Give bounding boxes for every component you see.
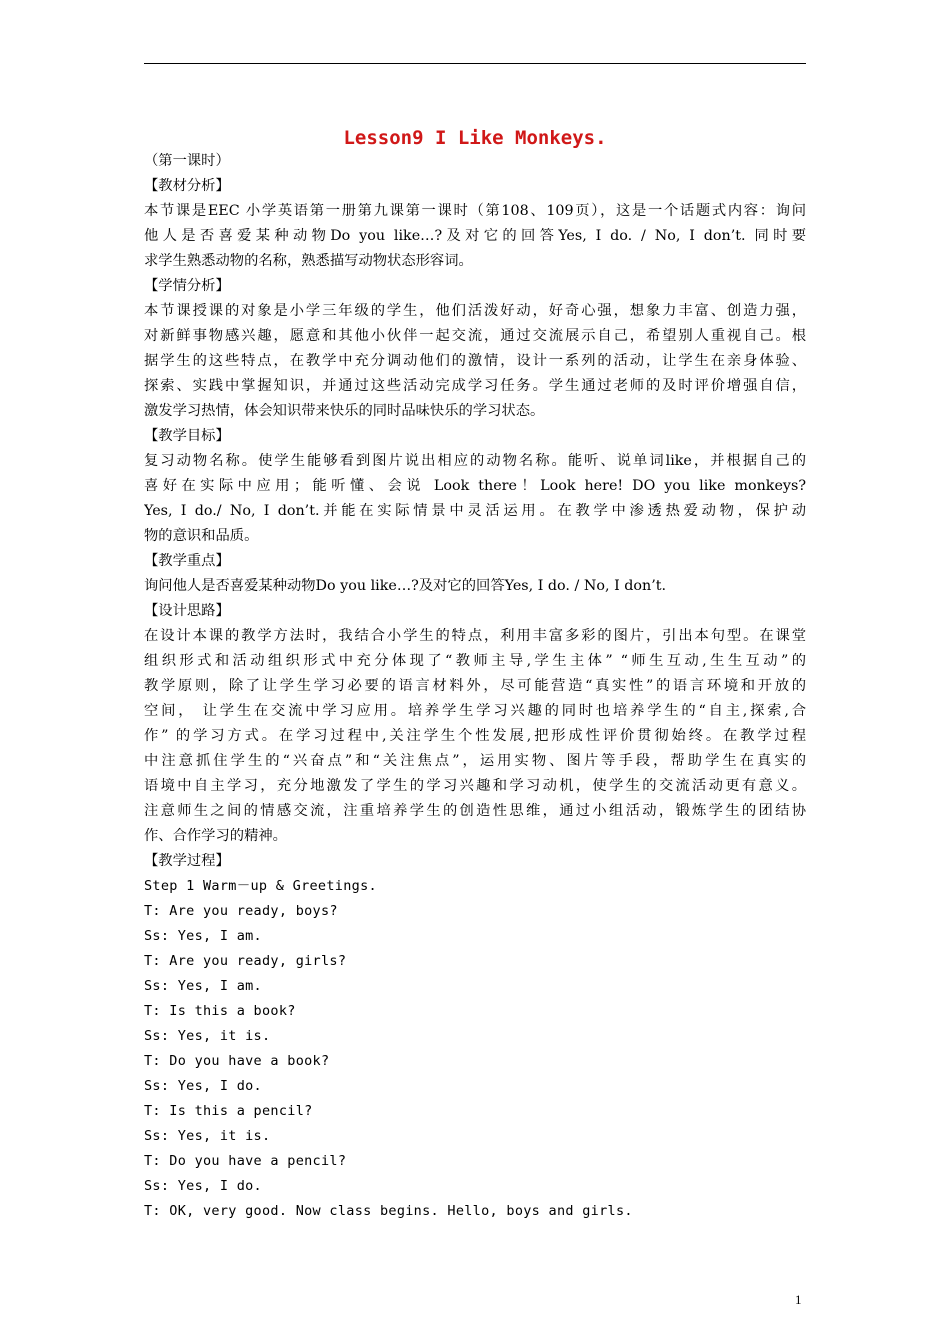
- paragraph-line: 空间， 让学生在交流中学习应用。培养学生学习兴趣的同时也培养学生的“自主,探索,合: [144, 703, 806, 719]
- paragraph-line: 激发学习热情，体会知识带来快乐的同时品味快乐的学习状态。: [144, 403, 545, 419]
- paragraph-line: Yes, I do./ No, I don’t.并能在实际情景中灵活运用。在教学中渗透热爱动物，保护动: [144, 503, 806, 519]
- paragraph-line: 中注意抓住学生的“兴奋点”和“关注焦点”，运用实物、图片等手段，帮助学生在真实的: [144, 753, 806, 769]
- document-body: [144, 149, 806, 1224]
- dialogue-line: T: Are you ready, girls?: [144, 953, 347, 969]
- step-heading: Step 1 Warm－up & Greetings.: [144, 878, 377, 894]
- paragraph-line: 作” 的学习方式。在学习过程中,关注学生个性发展,把形成性评价贯彻始终。在教学过程: [144, 728, 806, 744]
- paragraph-line: 在设计本课的教学方法时，我结合小学生的特点，利用丰富多彩的图片，引出本句型。在课堂: [144, 628, 806, 644]
- dialogue-line: T: Are you ready, boys?: [144, 903, 338, 919]
- paragraph-line: 求学生熟悉动物的名称，熟悉描写动物状态形容词。: [144, 253, 473, 269]
- section-heading-design-ideas: 【设计思路】: [144, 603, 230, 619]
- paragraph-line: 教学原则，除了让学生学习必要的语言材料外，尽可能营造“真实性”的语言环境和开放的: [144, 678, 806, 694]
- dialogue-line: Ss: Yes, I do.: [144, 1078, 262, 1094]
- paragraph-line: 本节课授课的对象是小学三年级的学生，他们活泼好动，好奇心强，想象力丰富、创造力强，: [144, 303, 806, 319]
- dialogue-line: T: OK, very good. Now class begins. Hello, boys and girls.: [144, 1203, 633, 1219]
- dialogue-line: Ss: Yes, it is.: [144, 1028, 271, 1044]
- dialogue-line: T: Do you have a book?: [144, 1053, 330, 1069]
- dialogue-line: T: Is this a book?: [144, 1003, 296, 1019]
- paragraph-line: 据学生的这些特点，在教学中充分调动他们的激情，设计一系列的活动，让学生在亲身体验、: [144, 353, 806, 369]
- paragraph-line: 询问他人是否喜爱某种动物Do you like…?及对它的回答Yes, I do. / No, I don’t.: [144, 578, 667, 594]
- paragraph-line: 注意师生之间的情感交流，注重培养学生的创造性思维，通过小组活动，锻炼学生的团结协: [144, 803, 806, 819]
- section-heading-student-analysis: 【学情分析】: [144, 278, 230, 294]
- paragraph-line: 物的意识和品质。: [144, 528, 259, 544]
- dialogue-line: Ss: Yes, it is.: [144, 1128, 271, 1144]
- paragraph-line: 他人是否喜爱某种动物Do you like…?及对它的回答Yes, I do. / No, I don’t. 同时要: [144, 228, 806, 244]
- section-heading-teaching-objectives: 【教学目标】: [144, 428, 230, 444]
- lesson-period: （第一课时）: [144, 153, 230, 169]
- dialogue-line: Ss: Yes, I do.: [144, 1178, 262, 1194]
- paragraph-line: 探索、实践中掌握知识，并通过这些活动完成学习任务。学生通过老师的及时评价增强自信，: [144, 378, 806, 394]
- page-title: Lesson9 I Like Monkeys.: [343, 127, 607, 149]
- paragraph-line: 复习动物名称。使学生能够看到图片说出相应的动物名称。能听、说单词like，并根据自己的: [144, 453, 806, 469]
- section-heading-key-points: 【教学重点】: [144, 553, 230, 569]
- dialogue-line: T: Is this a pencil?: [144, 1103, 313, 1119]
- paragraph-line: 喜好在实际中应用；能听懂、会说 Look there！Look here! DO you like monkeys?: [144, 478, 806, 494]
- page-number: 1: [795, 1292, 802, 1307]
- paragraph-line: 作、合作学习的精神。: [144, 828, 287, 844]
- header-rule: [144, 63, 806, 64]
- paragraph-line: 组织形式和活动组织形式中充分体现了“教师主导,学生主体” “师生互动,生生互动”的: [144, 653, 806, 669]
- section-heading-textbook-analysis: 【教材分析】: [144, 178, 230, 194]
- paragraph-line: 语境中自主学习，充分地激发了学生的学习兴趣和学习动机，使学生的交流活动更有意义。: [144, 778, 806, 794]
- section-heading-teaching-process: 【教学过程】: [144, 853, 230, 869]
- paragraph-line: 本节课是EEC 小学英语第一册第九课第一课时（第108、109页），这是一个话题式内容：询问: [144, 203, 806, 219]
- dialogue-line: T: Do you have a pencil?: [144, 1153, 347, 1169]
- paragraph-line: 对新鲜事物感兴趣，愿意和其他小伙伴一起交流，通过交流展示自己，希望别人重视自己。根: [144, 328, 806, 344]
- dialogue-line: Ss: Yes, I am.: [144, 978, 262, 994]
- dialogue-line: Ss: Yes, I am.: [144, 928, 262, 944]
